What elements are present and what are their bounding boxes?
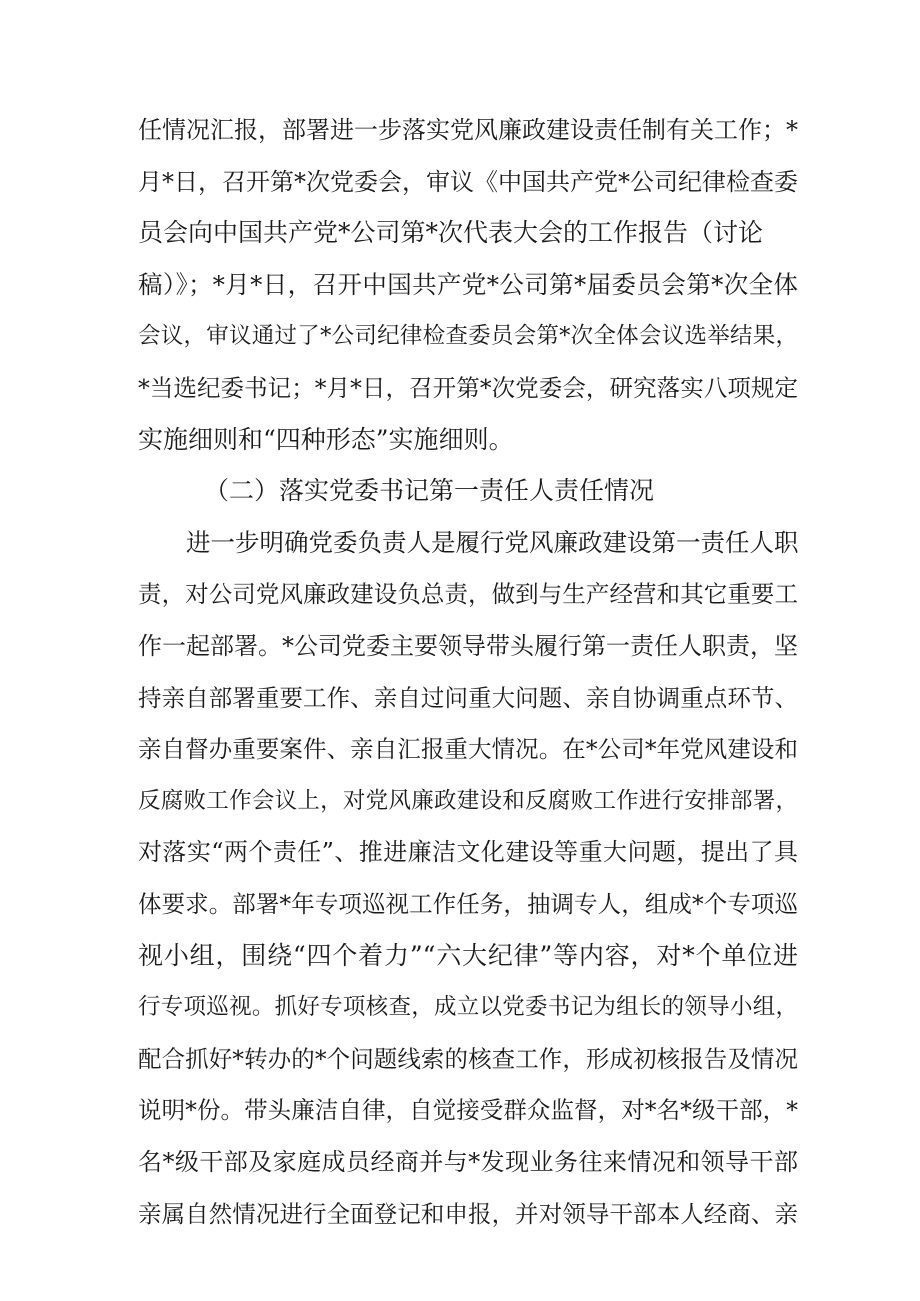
paragraph-line: 视小组，围绕“四个着力”“六大纪律”等内容，对*个单位进 — [138, 941, 798, 970]
paragraph-line: 作一起部署。*公司党委主要领导带头履行第一责任人职责，坚 — [138, 632, 798, 660]
paragraph-line: 名*级干部及家庭成员经商并与*发现业务往来情况和领导干部 — [138, 1148, 798, 1176]
paragraph-line: 实施细则和“四种形态”实施细则。 — [138, 425, 514, 454]
paragraph-line: 进一步明确党委负责人是履行党风廉政建设第一责任人职 — [186, 528, 798, 557]
paragraph-line: 亲属自然情况进行全面登记和申报，并对领导干部本人经商、亲 — [138, 1200, 798, 1228]
paragraph-line: 对落实“两个责任”、推进廉洁文化建设等重大问题，提出了具 — [138, 838, 798, 866]
paragraph-line: 行专项巡视。抓好专项核查，成立以党委书记为组长的领导小组， — [138, 994, 798, 1020]
paragraph-line: 持亲自部署重要工作、亲自过问重大问题、亲自协调重点环节、 — [138, 684, 798, 712]
paragraph-line: 月*日，召开第*次党委会，审议《中国共产党*公司纪律检查委 — [138, 168, 798, 196]
paragraph-line: 反腐败工作会议上，对党风廉政建设和反腐败工作进行安排部署， — [138, 788, 798, 814]
paragraph-line: 责，对公司党风廉政建设负总责，做到与生产经营和其它重要工 — [138, 580, 798, 608]
paragraph-line: 稿）》；*月*日，召开中国共产党*公司第*届委员会第*次全体 — [138, 270, 798, 299]
paragraph-line: 体要求。部署*年专项巡视工作任务，抽调专人，组成*个专项巡 — [138, 890, 798, 918]
paragraph-line: 亲自督办重要案件、亲自汇报重大情况。在*公司*年党风建设和 — [138, 735, 798, 763]
paragraph-line: 任情况汇报，部署进一步落实党风廉政建设责任制有关工作；* — [138, 116, 798, 144]
paragraph-line: 会议，审议通过了*公司纪律检查委员会第*次全体会议选举结果， — [138, 323, 798, 349]
paragraph-line: 员会向中国共产党*公司第*次代表大会的工作报告（讨论 — [138, 218, 764, 247]
paragraph-line: 说明*份。带头廉洁自律，自觉接受群众监督，对*名*级干部，* — [138, 1096, 798, 1124]
section-heading: （二）落实党委书记第一责任人责任情况 — [204, 476, 655, 505]
paragraph-line: 配合抓好*转办的*个问题线索的核查工作，形成初核报告及情况 — [138, 1045, 798, 1073]
paragraph-line: *当选纪委书记；*月*日，召开第*次党委会，研究落实八项规定 — [138, 374, 798, 402]
